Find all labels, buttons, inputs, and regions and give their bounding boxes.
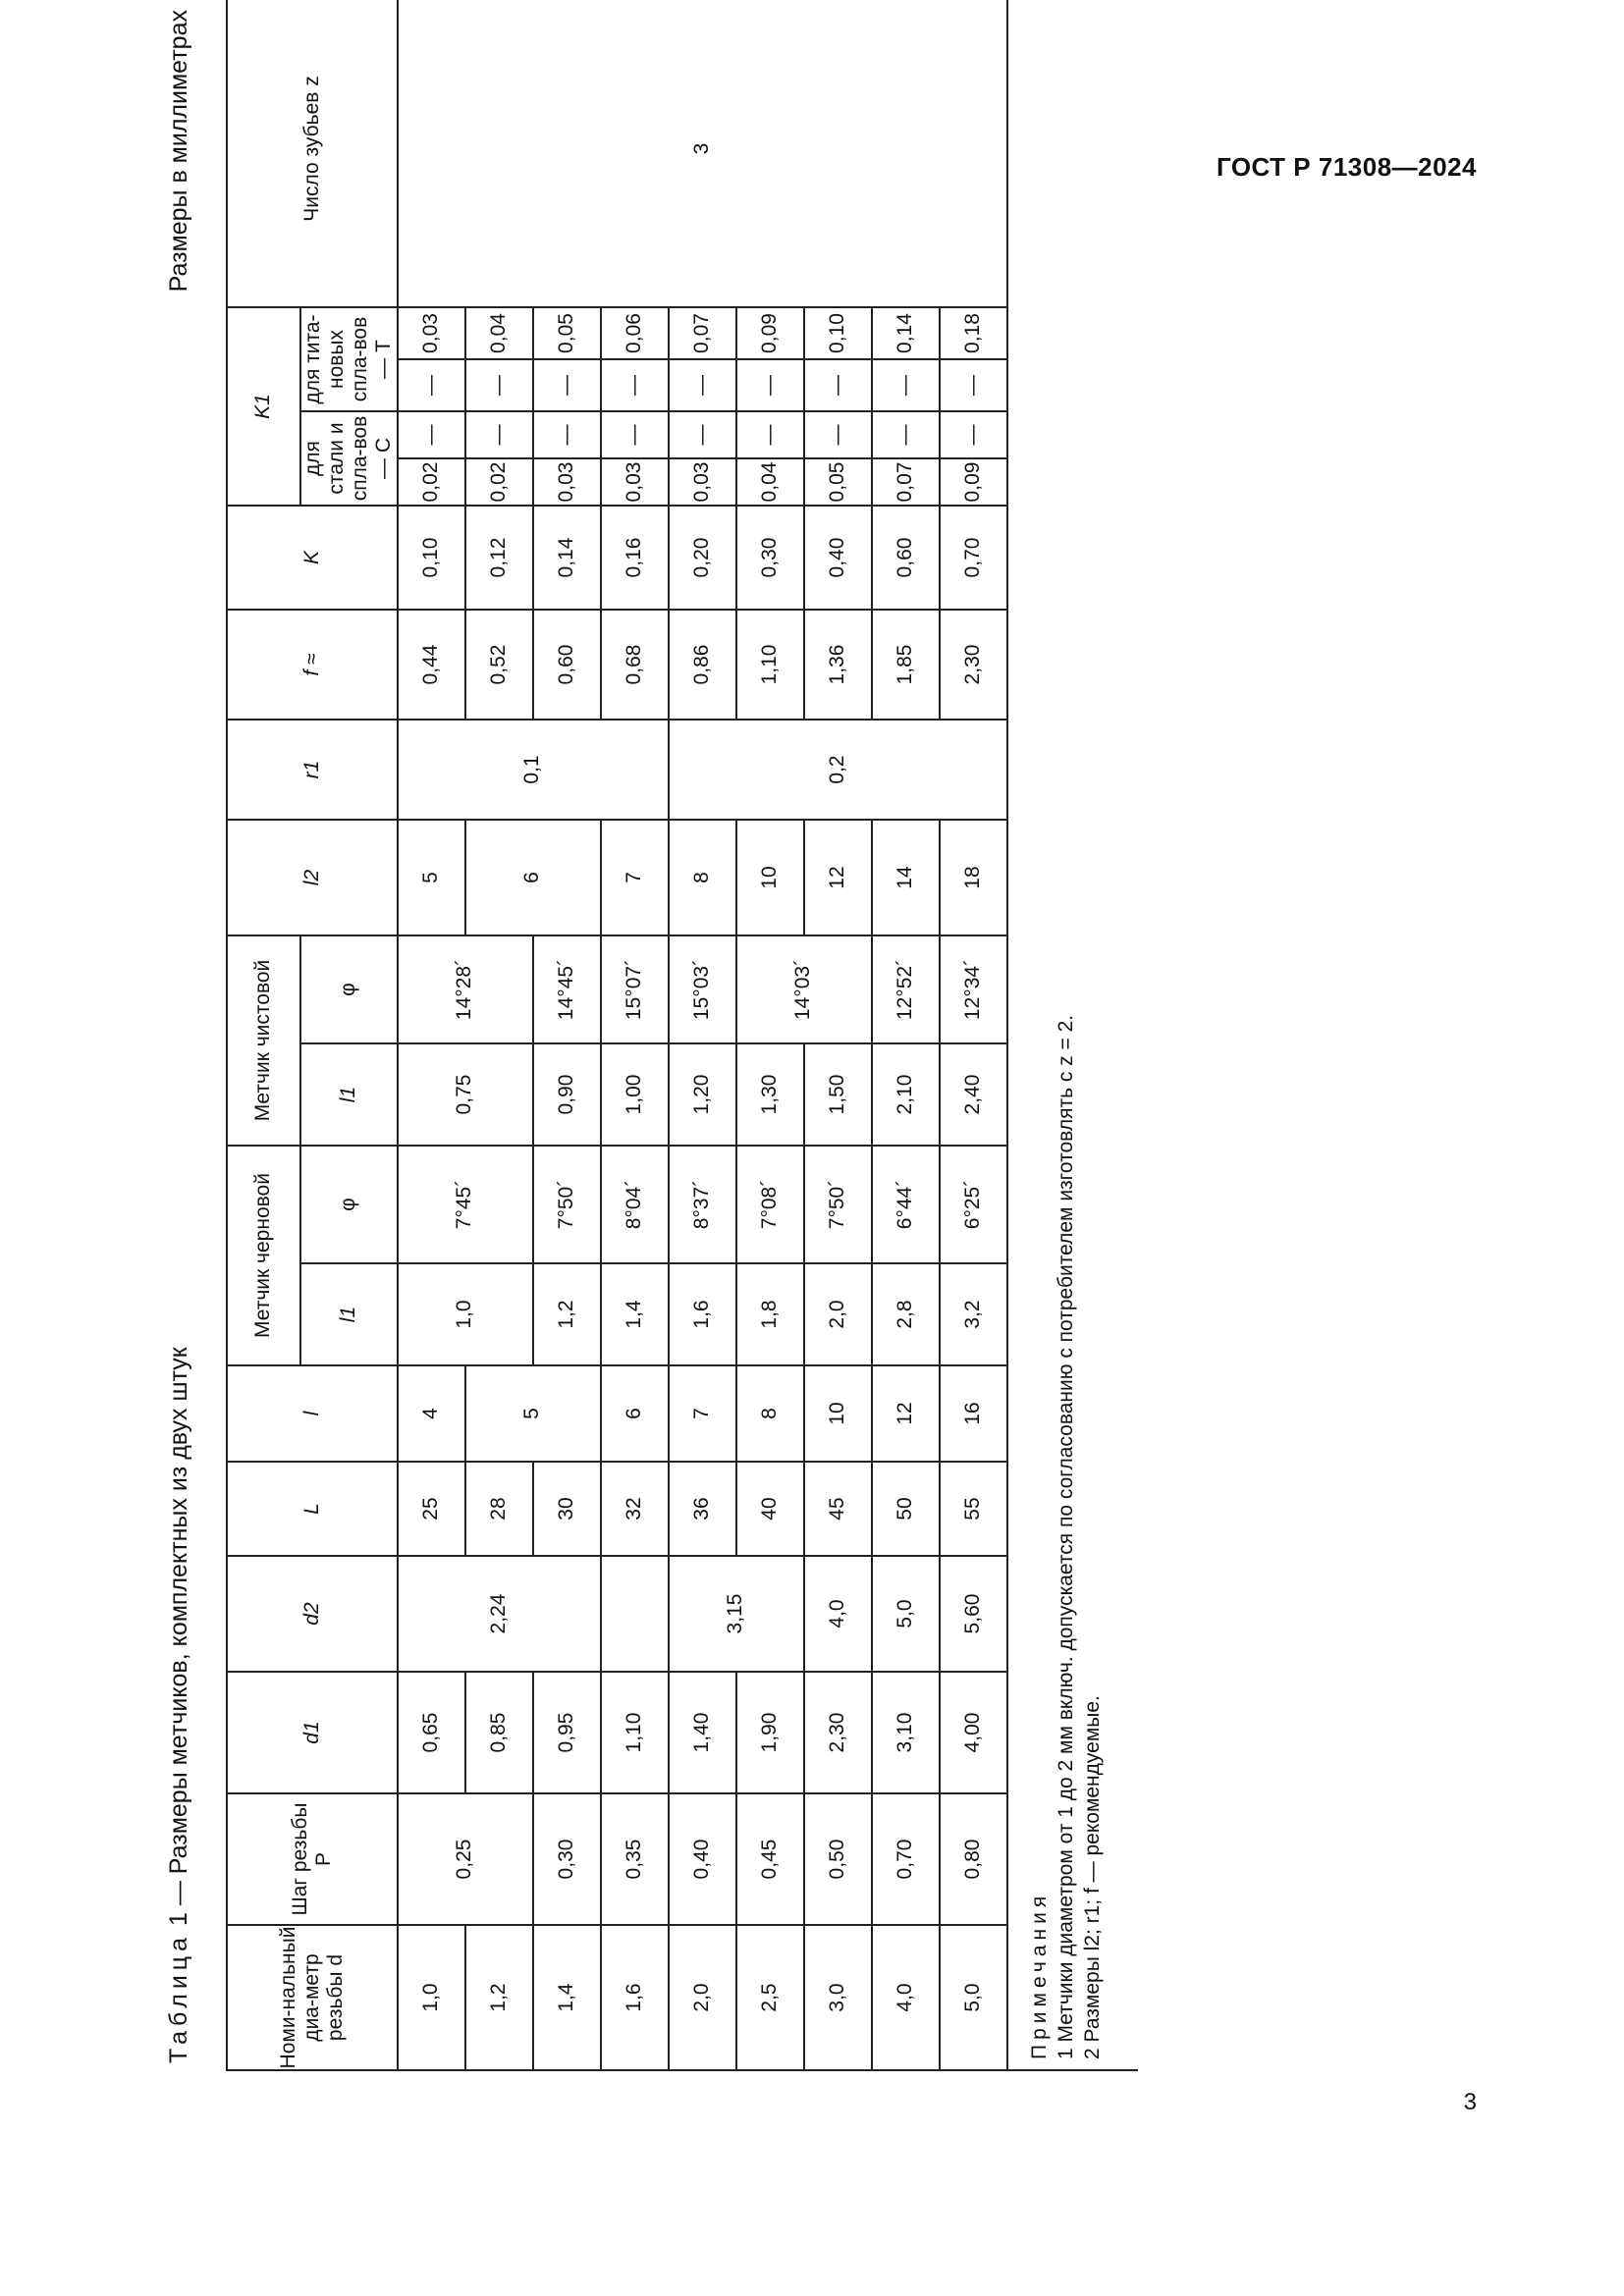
cell-f: 0,52 [465, 610, 533, 720]
cell-L: 25 [398, 1462, 465, 1556]
cell-finish-l1: 2,40 [940, 1043, 1007, 1146]
cell-K: 0,12 [465, 506, 533, 610]
table-row [669, 0, 736, 2070]
cell-K1-C: 0,09 [940, 458, 1007, 506]
cell-rough-phi: 7°50´ [533, 1146, 601, 1263]
cell-d2: 2,24 [398, 1556, 601, 1672]
cell-K1-C: 0,03 [669, 458, 736, 506]
header-finish-l1: l1 [300, 1043, 398, 1146]
cell-f: 0,86 [669, 610, 736, 720]
page-number: 3 [1463, 2089, 1477, 2115]
cell-L: 36 [669, 1462, 736, 1556]
header-rough-l1: l1 [300, 1263, 398, 1365]
cell-K1-C2: — [736, 411, 804, 458]
cell-rough-l1: 1,2 [533, 1263, 601, 1365]
cell-d1: 1,40 [669, 1672, 736, 1793]
cell-d: 1,4 [533, 1925, 601, 2070]
cell-finish-l1: 1,50 [804, 1043, 872, 1146]
cell-K: 0,70 [940, 506, 1007, 610]
cell-finish-phi: 14°45´ [533, 935, 601, 1043]
cell-L: 55 [940, 1462, 1007, 1556]
cell-d1: 3,10 [872, 1672, 940, 1793]
header-r1: r1 [227, 720, 398, 820]
cell-K1-T: — [465, 359, 533, 411]
cell-d2: 4,0 [804, 1556, 872, 1672]
cell-f: 2,30 [940, 610, 1007, 720]
cell-l2: 12 [804, 820, 872, 935]
cell-K1-C: 0,03 [601, 458, 669, 506]
header-K1: K1 [227, 307, 300, 506]
cell-K1-T2: 0,05 [533, 307, 601, 359]
cell-finish-l1: 1,30 [736, 1043, 804, 1146]
cell-l: 8 [736, 1365, 804, 1462]
cell-l2: 7 [601, 820, 669, 935]
cell-d1: 0,95 [533, 1672, 601, 1793]
cell-K1-C2: — [872, 411, 940, 458]
cell-finish-l1: 1,20 [669, 1043, 736, 1146]
cell-K1-T: — [736, 359, 804, 411]
header-K1-titan: для тита-новых спла-вов — Т [300, 307, 398, 411]
cell-K1-T: — [669, 359, 736, 411]
header-d1: d1 [227, 1672, 398, 1793]
cell-l: 4 [398, 1365, 465, 1462]
cell-f: 0,68 [601, 610, 669, 720]
header-finish-group: Метчик чистовой [227, 935, 300, 1146]
cell-f: 1,10 [736, 610, 804, 720]
cell-K1-T2: 0,03 [398, 307, 465, 359]
cell-P: 0,40 [669, 1793, 736, 1925]
cell-rough-l1: 1,6 [669, 1263, 736, 1365]
cell-K1-C: 0,03 [533, 458, 601, 506]
cell-rough-l1: 1,4 [601, 1263, 669, 1365]
cell-rough-phi: 6°44´ [872, 1146, 940, 1263]
cell-l: 16 [940, 1365, 1007, 1462]
cell-l: 5 [465, 1365, 601, 1462]
cell-K: 0,30 [736, 506, 804, 610]
cell-K1-T: — [804, 359, 872, 411]
table-title [165, 1347, 193, 2063]
table-caption [147, 10, 206, 2071]
cell-K1-T: — [533, 359, 601, 411]
note-1: 1 Метчики диаметром от 1 до 2 мм включ. допускается по согласованию с потребителем изготовлять с z = 2. [1054, 1014, 1077, 2059]
cell-d2: 3,15 [669, 1556, 804, 1672]
note-2: 2 Размеры l2; r1; f — рекомендуемые. [1081, 1695, 1105, 2059]
cell-l2: 5 [398, 820, 465, 935]
cell-L: 50 [872, 1462, 940, 1556]
cell-d: 5,0 [940, 1925, 1007, 2070]
cell-K1-C: 0,02 [398, 458, 465, 506]
header-l: l [227, 1365, 398, 1462]
cell-P: 0,70 [872, 1793, 940, 1925]
cell-K1-C2: — [398, 411, 465, 458]
cell-d: 3,0 [804, 1925, 872, 2070]
table-row [533, 0, 601, 2070]
table-row [601, 0, 669, 2070]
header-P: Шаг резьбы P [227, 1793, 398, 1925]
rotated-table-area [147, 10, 1443, 2071]
cell-K: 0,20 [669, 506, 736, 610]
cell-K1-T2: 0,10 [804, 307, 872, 359]
table-row [398, 0, 465, 2070]
cell-l2: 6 [465, 820, 601, 935]
cell-rough-l1: 2,8 [872, 1263, 940, 1365]
cell-K1-T2: 0,04 [465, 307, 533, 359]
cell-d: 1,2 [465, 1925, 533, 2070]
cell-rough-l1: 2,0 [804, 1263, 872, 1365]
cell-P: 0,25 [398, 1793, 533, 1925]
table-title-text: 1 — Размеры метчиков, комплектных из двух штук [165, 1347, 192, 1933]
cell-d2 [601, 1556, 669, 1672]
cell-d1: 4,00 [940, 1672, 1007, 1793]
cell-P: 0,80 [940, 1793, 1007, 1925]
cell-finish-phi: 15°03´ [669, 935, 736, 1043]
cell-finish-l1: 0,90 [533, 1043, 601, 1146]
cell-L: 30 [533, 1462, 601, 1556]
header-rough-group: Метчик черновой [227, 1146, 300, 1365]
cell-K1-T: — [398, 359, 465, 411]
cell-K: 0,16 [601, 506, 669, 610]
cell-P: 0,30 [533, 1793, 601, 1925]
cell-K: 0,14 [533, 506, 601, 610]
cell-K1-T2: 0,14 [872, 307, 940, 359]
cell-finish-phi: 12°52´ [872, 935, 940, 1043]
cell-finish-phi: 14°28´ [398, 935, 533, 1043]
cell-z: 3 [398, 0, 1007, 307]
cell-f: 1,85 [872, 610, 940, 720]
header-d: Номи-нальный диа-метр резьбы d [227, 1925, 398, 2070]
cell-d1: 1,10 [601, 1672, 669, 1793]
cell-P: 0,50 [804, 1793, 872, 1925]
cell-K: 0,60 [872, 506, 940, 610]
cell-l2: 14 [872, 820, 940, 935]
cell-K1-T2: 0,07 [669, 307, 736, 359]
cell-finish-phi: 12°34´ [940, 935, 1007, 1043]
cell-finish-l1: 2,10 [872, 1043, 940, 1146]
cell-l: 6 [601, 1365, 669, 1462]
table-row [872, 0, 940, 2070]
header-finish-phi: φ [300, 935, 398, 1043]
cell-d1: 0,85 [465, 1672, 533, 1793]
cell-K1-T: — [940, 359, 1007, 411]
cell-d: 4,0 [872, 1925, 940, 2070]
cell-K1-T2: 0,18 [940, 307, 1007, 359]
standard-designation: ГОСТ Р 71308—2024 [1216, 152, 1477, 182]
header-d2: d2 [227, 1556, 398, 1672]
cell-r1: 0,1 [398, 720, 669, 820]
cell-K1-C2: — [465, 411, 533, 458]
cell-K1-T2: 0,09 [736, 307, 804, 359]
units-note: Размеры в миллиметрах [165, 10, 192, 293]
cell-finish-l1: 1,00 [601, 1043, 669, 1146]
cell-d1: 2,30 [804, 1672, 872, 1793]
cell-rough-phi: 7°45´ [398, 1146, 533, 1263]
table-row [736, 0, 804, 2070]
cell-rough-phi: 8°37´ [669, 1146, 736, 1263]
cell-l: 10 [804, 1365, 872, 1462]
table-word: Таблица [165, 1932, 192, 2063]
cell-d1: 0,65 [398, 1672, 465, 1793]
cell-L: 28 [465, 1462, 533, 1556]
cell-K1-C2: — [601, 411, 669, 458]
tap-dimensions-table [226, 0, 1138, 2071]
header-f: f ≈ [227, 610, 398, 720]
cell-rough-l1: 3,2 [940, 1263, 1007, 1365]
cell-rough-phi: 7°08´ [736, 1146, 804, 1263]
cell-K1-C: 0,04 [736, 458, 804, 506]
cell-K: 0,40 [804, 506, 872, 610]
cell-P: 0,35 [601, 1793, 669, 1925]
cell-rough-l1: 1,0 [398, 1263, 533, 1365]
cell-K1-C: 0,05 [804, 458, 872, 506]
cell-rough-phi: 6°25´ [940, 1146, 1007, 1263]
cell-finish-l1: 0,75 [398, 1043, 533, 1146]
cell-finish-phi: 15°07´ [601, 935, 669, 1043]
header-l2: l2 [227, 820, 398, 935]
cell-P: 0,45 [736, 1793, 804, 1925]
cell-K1-C2: — [533, 411, 601, 458]
notes-title: Примечания [1027, 1891, 1051, 2059]
table-row [940, 0, 1007, 2070]
notes-row [1007, 0, 1138, 2070]
cell-l2: 18 [940, 820, 1007, 935]
cell-d2: 5,0 [872, 1556, 940, 1672]
header-K1-steel: для стали и спла-вов — С [300, 411, 398, 506]
cell-L: 40 [736, 1462, 804, 1556]
cell-K1-T2: 0,06 [601, 307, 669, 359]
cell-l2: 10 [736, 820, 804, 935]
cell-f: 1,36 [804, 610, 872, 720]
cell-K1-C: 0,07 [872, 458, 940, 506]
header-rough-phi: φ [300, 1146, 398, 1263]
header-L: L [227, 1462, 398, 1556]
cell-K1-C: 0,02 [465, 458, 533, 506]
cell-K1-T: — [872, 359, 940, 411]
cell-d2: 5,60 [940, 1556, 1007, 1672]
header-K: K [227, 506, 398, 610]
cell-L: 32 [601, 1462, 669, 1556]
cell-d1: 1,90 [736, 1672, 804, 1793]
cell-rough-l1: 1,8 [736, 1263, 804, 1365]
cell-f: 0,60 [533, 610, 601, 720]
cell-d: 1,0 [398, 1925, 465, 2070]
cell-K1-C2: — [804, 411, 872, 458]
cell-d: 1,6 [601, 1925, 669, 2070]
cell-d: 2,0 [669, 1925, 736, 2070]
cell-rough-phi: 8°04´ [601, 1146, 669, 1263]
cell-finish-phi: 14°03´ [736, 935, 872, 1043]
cell-l: 7 [669, 1365, 736, 1462]
cell-K1-T: — [601, 359, 669, 411]
notes-cell [1007, 0, 1138, 2070]
cell-K1-C2: — [940, 411, 1007, 458]
cell-rough-phi: 7°50´ [804, 1146, 872, 1263]
cell-f: 0,44 [398, 610, 465, 720]
header-z: Число зубьев z [227, 0, 398, 307]
cell-L: 45 [804, 1462, 872, 1556]
cell-K: 0,10 [398, 506, 465, 610]
cell-l: 12 [872, 1365, 940, 1462]
cell-d: 2,5 [736, 1925, 804, 2070]
cell-r1: 0,2 [669, 720, 1007, 820]
cell-l2: 8 [669, 820, 736, 935]
cell-K1-C2: — [669, 411, 736, 458]
